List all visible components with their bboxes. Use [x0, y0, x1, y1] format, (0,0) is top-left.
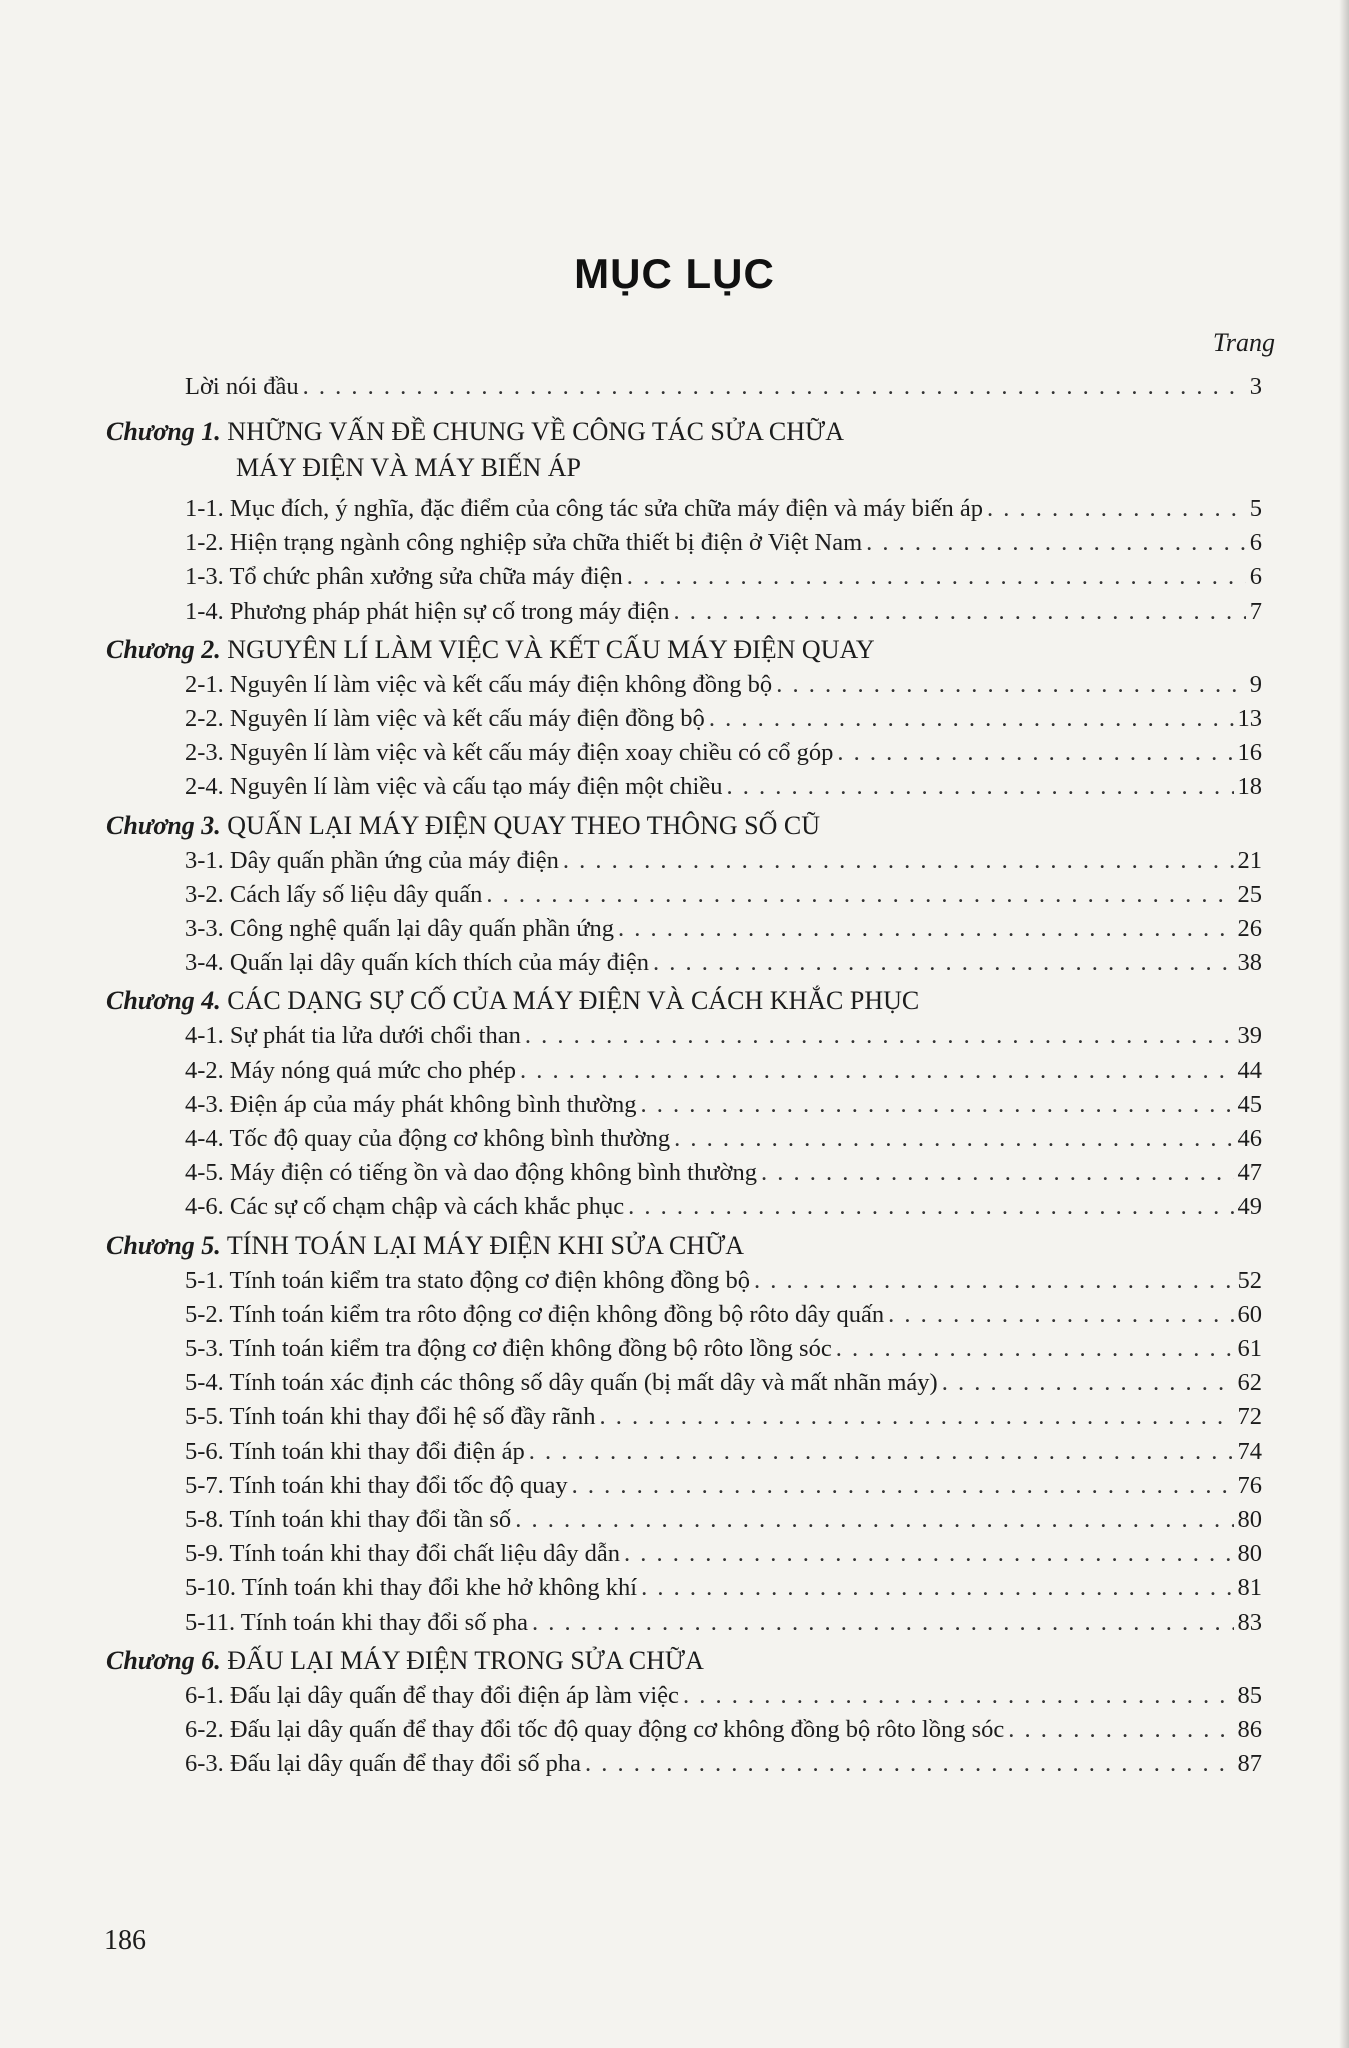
- dot-leader: [709, 704, 1234, 734]
- chapter-label: Chương 1.: [106, 417, 221, 446]
- chapter-heading: [106, 416, 844, 448]
- toc-entry-page: 81: [1237, 1574, 1262, 1602]
- dot-leader: [641, 1573, 1233, 1603]
- dot-leader: [942, 1368, 1234, 1398]
- chapter-title: CÁC DẠNG SỰ CỐ CỦA MÁY ĐIỆN VÀ CÁCH KHẮC PHỤC: [227, 986, 920, 1016]
- dot-leader: [486, 880, 1233, 910]
- dot-leader: [303, 372, 1246, 402]
- chapter-label: Chương 2.: [106, 634, 221, 664]
- toc-entry-label: 5-3. Tính toán kiểm tra động cơ điện không đồng bộ rôto lồng sóc: [185, 1335, 832, 1362]
- toc-entry-label: 3-4. Quấn lại dây quấn kích thích của máy điện: [185, 949, 649, 977]
- toc-section-row: [185, 880, 1262, 910]
- dot-leader: [563, 846, 1234, 876]
- toc-entry-page: 46: [1237, 1125, 1262, 1152]
- toc-entry-page: 38: [1237, 949, 1262, 977]
- dot-leader: [726, 772, 1233, 802]
- toc-entry-page: 18: [1237, 773, 1262, 801]
- dot-leader: [836, 1334, 1234, 1364]
- toc-section-row: [185, 494, 1262, 524]
- toc-entry-page: 6: [1249, 529, 1262, 557]
- toc-entry-label: 2-1. Nguyên lí làm việc và kết cấu máy điện không đồng bộ: [185, 670, 773, 698]
- dot-leader: [987, 494, 1246, 524]
- chapter-title: QUẤN LẠI MÁY ĐIỆN QUAY THEO THÔNG SỐ CŨ: [227, 810, 820, 840]
- toc-entry-label: 5-9. Tính toán khi thay đổi chất liệu dây dẫn: [185, 1540, 621, 1568]
- toc-entry-label: 5-1. Tính toán kiểm tra stato động cơ điện không đồng bộ: [185, 1266, 751, 1294]
- toc-section-row: [185, 1608, 1262, 1638]
- toc-entry-label: 4-1. Sự phát tia lửa dưới chổi than: [185, 1022, 521, 1050]
- toc-entry-page: 52: [1237, 1266, 1262, 1294]
- toc-section-row: [185, 1021, 1262, 1051]
- toc-section-row: [185, 1192, 1262, 1222]
- dot-leader: [515, 1505, 1233, 1535]
- dot-leader: [653, 948, 1234, 978]
- toc-entry-label: 2-3. Nguyên lí làm việc và kết cấu máy điện xoay chiều có cổ góp: [185, 739, 834, 767]
- toc-entry-page: 44: [1237, 1056, 1262, 1084]
- dot-leader: [572, 1471, 1234, 1501]
- toc-entry-page: 3: [1249, 373, 1262, 400]
- toc-section-row: [185, 1681, 1262, 1711]
- toc-section-row: [185, 772, 1262, 802]
- toc-entry-page: 80: [1237, 1506, 1262, 1533]
- toc-entry-label: 1-1. Mục đích, ý nghĩa, đặc điểm của công tác sửa chữa máy điện và máy biến áp: [185, 495, 984, 522]
- toc-section-row: [185, 1124, 1262, 1154]
- dot-leader: [776, 670, 1246, 700]
- toc-entry-label: 3-3. Công nghệ quấn lại dây quấn phần ứng: [185, 915, 615, 942]
- dot-leader: [585, 1749, 1234, 1779]
- toc-section-row: [185, 1573, 1262, 1603]
- dot-leader: [754, 1266, 1233, 1296]
- dot-leader: [888, 1300, 1233, 1330]
- toc-section-row: [185, 1749, 1262, 1779]
- toc-section-row: [185, 670, 1262, 700]
- page-title: MỤC LỤC: [574, 250, 775, 297]
- toc-entry-label: 3-1. Dây quấn phần ứng của máy điện: [185, 846, 559, 874]
- toc-entry-label: 6-2. Đấu lại dây quấn để thay đổi tốc độ quay động cơ không đồng bộ rôto lồng sóc: [185, 1716, 1005, 1743]
- dot-leader: [525, 1021, 1234, 1051]
- dot-leader: [761, 1158, 1234, 1188]
- toc-entry-page: 16: [1237, 739, 1262, 767]
- toc-section-row: [185, 1056, 1262, 1086]
- toc-entry-label: 5-4. Tính toán xác định các thông số dây quấn (bị mất dây và mất nhãn máy): [185, 1369, 938, 1397]
- toc-entry-page: 39: [1237, 1022, 1262, 1050]
- toc-preface: [185, 372, 1262, 402]
- toc-entry-label: 1-4. Phương pháp phát hiện sự cố trong máy điện: [185, 597, 670, 625]
- toc-section-row: [185, 597, 1262, 627]
- toc-entry-label: 1-3. Tổ chức phân xưởng sửa chữa máy điện: [185, 563, 623, 591]
- chapter-title: TÍNH TOÁN LẠI MÁY ĐIỆN KHI SỬA CHỮA: [226, 1230, 745, 1260]
- toc-section-row: [185, 738, 1262, 768]
- toc-entry-label: 2-4. Nguyên lí làm việc và cấu tạo máy điện một chiều: [185, 773, 723, 801]
- toc-section-row: [185, 528, 1262, 558]
- chapter-title: NHỮNG VẤN ĐỀ CHUNG VỀ CÔNG TÁC SỬA CHỮA: [227, 417, 844, 446]
- toc-entry-page: 60: [1237, 1300, 1262, 1328]
- dot-leader: [674, 597, 1246, 627]
- chapter-label: Chương 6.: [106, 1645, 221, 1675]
- dot-leader: [1008, 1715, 1233, 1745]
- toc-section-row: [185, 846, 1262, 876]
- dot-leader: [837, 738, 1233, 768]
- toc-section-row: [185, 948, 1262, 978]
- toc-section-row: [185, 1158, 1262, 1188]
- toc-entry-page: 74: [1237, 1437, 1262, 1465]
- chapter-label: Chương 4.: [106, 986, 221, 1016]
- toc-entry-label: 5-2. Tính toán kiểm tra rôto động cơ điện không đồng bộ rôto dây quấn: [185, 1300, 885, 1328]
- toc-section-row: [185, 1715, 1262, 1745]
- toc-section-row: [185, 704, 1262, 734]
- dot-leader: [624, 1539, 1233, 1569]
- toc-entry-page: 61: [1237, 1335, 1262, 1362]
- dot-leader: [520, 1056, 1233, 1086]
- chapter-heading: [106, 634, 875, 666]
- toc-section-row: [185, 914, 1262, 944]
- dot-leader: [532, 1608, 1234, 1638]
- toc-entry-page: 76: [1237, 1471, 1262, 1499]
- dot-leader: [600, 1402, 1234, 1432]
- dot-leader: [683, 1681, 1234, 1711]
- chapter-label: Chương 5.: [106, 1230, 221, 1260]
- toc-entry-label: 4-5. Máy điện có tiếng ồn và dao động không bình thường: [185, 1159, 757, 1187]
- toc-section-row: [185, 562, 1262, 592]
- toc-entry-label: 3-2. Cách lấy số liệu dây quấn: [185, 880, 483, 908]
- toc-section-row: [185, 1090, 1262, 1120]
- chapter-heading: [106, 1645, 704, 1677]
- dot-leader: [627, 562, 1246, 592]
- dot-leader: [618, 914, 1233, 944]
- toc-entry-label: 5-10. Tính toán khi thay đổi khe hở không khí: [185, 1574, 638, 1602]
- toc-entry-page: 62: [1237, 1369, 1262, 1397]
- toc-entry-page: 80: [1237, 1540, 1262, 1568]
- toc-entry-page: 26: [1237, 915, 1262, 942]
- page-column-label: Trang: [1212, 328, 1275, 357]
- toc-entry-page: 47: [1237, 1159, 1262, 1187]
- toc-entry-page: 7: [1249, 597, 1262, 625]
- toc-entry-page: 6: [1249, 563, 1262, 591]
- page-number: 186: [104, 1925, 146, 1956]
- dot-leader: [529, 1437, 1234, 1467]
- toc-entry-label: 5-11. Tính toán khi thay đổi số pha: [185, 1608, 528, 1636]
- toc-section-row: [185, 1471, 1262, 1501]
- toc-entry-page: 25: [1237, 880, 1262, 908]
- chapter-title: NGUYÊN LÍ LÀM VIỆC VÀ KẾT CẤU MÁY ĐIỆN QUAY: [227, 634, 875, 664]
- toc-section-row: [185, 1300, 1262, 1330]
- toc-entry-label: 4-4. Tốc độ quay của động cơ không bình thường: [185, 1125, 671, 1152]
- toc-section-row: [185, 1368, 1262, 1398]
- toc-entry-page: 72: [1237, 1403, 1262, 1431]
- toc-entry-label: 5-7. Tính toán khi thay đổi tốc độ quay: [185, 1471, 568, 1499]
- toc-entry-page: 45: [1237, 1090, 1262, 1118]
- toc-entry-page: 85: [1237, 1681, 1262, 1709]
- dot-leader: [641, 1090, 1234, 1120]
- toc-entry-label: 4-6. Các sự cố chạm chập và cách khắc phục: [185, 1193, 625, 1221]
- toc-entry-page: 49: [1237, 1193, 1262, 1221]
- toc-section-row: [185, 1402, 1262, 1432]
- chapter-title-line2: MÁY ĐIỆN VÀ MÁY BIẾN ÁP: [236, 453, 581, 482]
- toc-entry-label: 5-6. Tính toán khi thay đổi điện áp: [185, 1437, 525, 1465]
- toc-entry-label: 5-8. Tính toán khi thay đổi tần số: [185, 1506, 512, 1533]
- toc-entry-page: 13: [1237, 705, 1262, 732]
- toc-entry-page: 5: [1249, 495, 1262, 522]
- toc-section-row: [185, 1266, 1262, 1296]
- chapter-heading: [106, 985, 919, 1017]
- toc-entry-page: 83: [1237, 1608, 1262, 1636]
- toc-entry-label: 5-5. Tính toán khi thay đổi hệ số đầy rãnh: [185, 1403, 596, 1431]
- toc-section-row: [185, 1505, 1262, 1535]
- toc-entry-label: 6-3. Đấu lại dây quấn để thay đổi số pha: [185, 1750, 581, 1778]
- toc-section-row: [185, 1437, 1262, 1467]
- chapter-heading: [106, 810, 820, 842]
- dot-leader: [866, 528, 1246, 558]
- toc-entry-label: 6-1. Đấu lại dây quấn để thay đổi điện áp làm việc: [185, 1681, 679, 1709]
- toc-entry-label: 4-3. Điện áp của máy phát không bình thường: [185, 1090, 637, 1118]
- toc-entry-label: 2-2. Nguyên lí làm việc và kết cấu máy điện đồng bộ: [185, 705, 705, 732]
- chapter-label: Chương 3.: [106, 810, 221, 840]
- toc-entry-label: 1-2. Hiện trạng ngành công nghiệp sửa chữa thiết bị điện ở Việt Nam: [185, 529, 863, 557]
- toc-entry-label: Lời nói đầu: [185, 373, 299, 400]
- toc-entry-page: 9: [1249, 670, 1262, 698]
- toc-entry-page: 86: [1237, 1716, 1262, 1743]
- dot-leader: [628, 1192, 1233, 1222]
- page-edge-shadow: [1339, 0, 1349, 2048]
- toc-section-row: [185, 1539, 1262, 1569]
- chapter-title: ĐẤU LẠI MÁY ĐIỆN TRONG SỬA CHỮA: [227, 1645, 704, 1675]
- toc-entry-page: 87: [1237, 1750, 1262, 1778]
- dot-leader: [674, 1124, 1233, 1154]
- toc-section-row: [185, 1334, 1262, 1364]
- toc-entry-page: 21: [1237, 846, 1262, 874]
- chapter-heading: [106, 1230, 744, 1262]
- toc-entry-label: 4-2. Máy nóng quá mức cho phép: [185, 1056, 517, 1084]
